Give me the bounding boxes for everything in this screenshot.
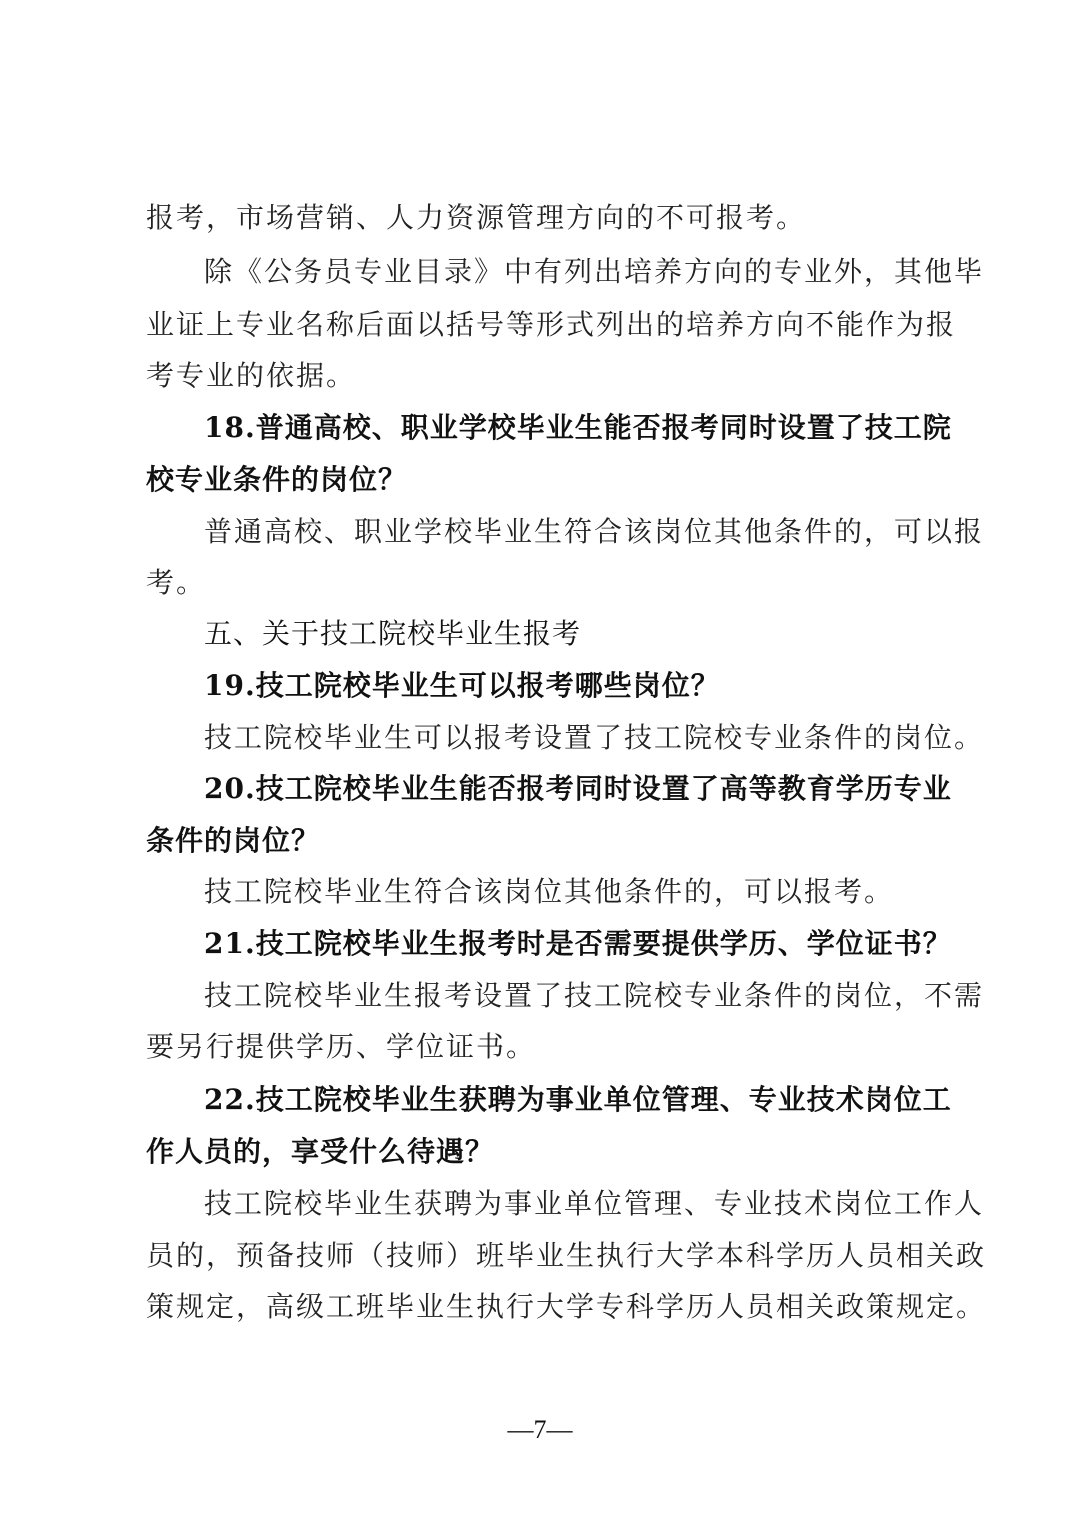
question-heading: 条件的岗位？	[146, 824, 321, 857]
paragraph-line: 技工院校毕业生获聘为事业单位管理、专业技术岗位工作人	[204, 1187, 985, 1220]
paragraph-line: 普通高校、职业学校毕业生符合该岗位其他条件的，可以报	[204, 515, 985, 548]
page-number: —7—	[507, 1415, 573, 1444]
paragraph-line: 技工院校毕业生报考设置了技工院校专业条件的岗位，不需	[204, 979, 985, 1012]
question-heading: 校专业条件的岗位？	[146, 463, 408, 496]
paragraph-line: 技工院校毕业生符合该岗位其他条件的，可以报考。	[204, 875, 895, 908]
paragraph-line: 技工院校毕业生可以报考设置了技工院校专业条件的岗位。	[204, 721, 985, 754]
question-heading: 19.技工院校毕业生可以报考哪些岗位？	[204, 669, 720, 702]
paragraph-line: 考专业的依据。	[146, 359, 357, 392]
question-heading: 20.技工院校毕业生能否报考同时设置了高等教育学历专业	[204, 772, 952, 805]
paragraph-line: 要另行提供学历、学位证书。	[146, 1030, 537, 1063]
question-heading: 21.技工院校毕业生报考时是否需要提供学历、学位证书？	[204, 927, 952, 960]
paragraph-line: 员的，预备技师（技师）班毕业生执行大学本科学历人员相关政	[146, 1239, 987, 1272]
section-heading: 五、关于技工院校毕业生报考	[204, 617, 582, 650]
paragraph-line: 报考，市场营销、人力资源管理方向的不可报考。	[146, 201, 807, 234]
paragraph-line: 除《公务员专业目录》中有列出培养方向的专业外，其他毕	[204, 255, 985, 288]
paragraph-line: 考。	[146, 566, 207, 599]
paragraph-line: 业证上专业名称后面以括号等形式列出的培养方向不能作为报	[146, 308, 957, 341]
question-heading: 18.普通高校、职业学校毕业生能否报考同时设置了技工院	[204, 411, 952, 444]
question-heading: 22.技工院校毕业生获聘为事业单位管理、专业技术岗位工	[204, 1083, 952, 1116]
question-heading: 作人员的，享受什么待遇？	[146, 1135, 495, 1168]
paragraph-line: 策规定，高级工班毕业生执行大学专科学历人员相关政策规定。	[146, 1290, 987, 1323]
